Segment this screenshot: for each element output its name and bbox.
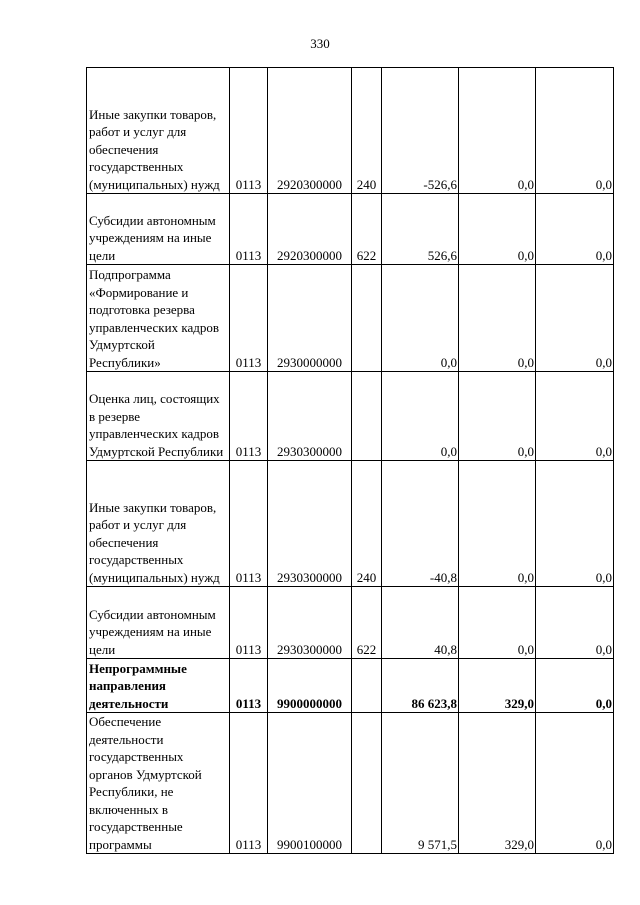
row-name: Подпрограмма «Формирование и подготовка резерва управленческих кадров Удмуртской Республики» xyxy=(87,265,230,372)
section-code: 0113 xyxy=(230,372,268,461)
section-code: 0113 xyxy=(230,194,268,265)
value-3: 0,0 xyxy=(536,68,614,194)
target-code: 2930000000 xyxy=(268,265,352,372)
value-3: 0,0 xyxy=(536,372,614,461)
value-1: -526,6 xyxy=(382,68,459,194)
row-name: Иные закупки товаров, работ и услуг для обеспечения государственных (муниципальных) нужд xyxy=(87,68,230,194)
section-code: 0113 xyxy=(230,659,268,713)
value-2: 0,0 xyxy=(459,461,536,587)
value-1: 40,8 xyxy=(382,587,459,659)
table-row xyxy=(87,713,614,854)
value-1: 9 571,5 xyxy=(382,713,459,854)
kind-code xyxy=(352,659,382,713)
value-1: 526,6 xyxy=(382,194,459,265)
page-number: 330 xyxy=(310,36,330,51)
value-2: 0,0 xyxy=(459,372,536,461)
value-2: 0,0 xyxy=(459,265,536,372)
value-3: 0,0 xyxy=(536,713,614,854)
target-code: 2930300000 xyxy=(268,372,352,461)
target-code: 2930300000 xyxy=(268,461,352,587)
table-row xyxy=(87,265,614,372)
kind-code xyxy=(352,372,382,461)
section-code: 0113 xyxy=(230,587,268,659)
value-1: 0,0 xyxy=(382,265,459,372)
value-2: 0,0 xyxy=(459,68,536,194)
value-1: -40,8 xyxy=(382,461,459,587)
target-code: 2920300000 xyxy=(268,68,352,194)
row-name: Иные закупки товаров, работ и услуг для обеспечения государственных (муниципальных) нужд xyxy=(87,461,230,587)
kind-code: 622 xyxy=(352,194,382,265)
kind-code: 240 xyxy=(352,68,382,194)
target-code: 2920300000 xyxy=(268,194,352,265)
section-code: 0113 xyxy=(230,265,268,372)
value-3: 0,0 xyxy=(536,587,614,659)
value-1: 0,0 xyxy=(382,372,459,461)
row-name: Обеспечение деятельности государственных органов Удмуртской Республики, не включенных в государственные программы xyxy=(87,713,230,854)
row-name: Субсидии автономным учреждениям на иные цели xyxy=(87,587,230,659)
value-1: 86 623,8 xyxy=(382,659,459,713)
table-row xyxy=(87,461,614,587)
kind-code: 622 xyxy=(352,587,382,659)
value-3: 0,0 xyxy=(536,194,614,265)
value-3: 0,0 xyxy=(536,461,614,587)
row-name: Оценка лиц, состоящих в резерве управленческих кадров Удмуртской Республики xyxy=(87,372,230,461)
row-name: Непрограммные направления деятельности xyxy=(87,659,230,713)
value-2: 0,0 xyxy=(459,587,536,659)
kind-code xyxy=(352,265,382,372)
section-code: 0113 xyxy=(230,461,268,587)
table-row xyxy=(87,372,614,461)
target-code: 9900100000 xyxy=(268,713,352,854)
row-name: Субсидии автономным учреждениям на иные цели xyxy=(87,194,230,265)
budget-table xyxy=(86,67,614,854)
value-3: 0,0 xyxy=(536,659,614,713)
kind-code: 240 xyxy=(352,461,382,587)
table-row xyxy=(87,659,614,713)
table-row xyxy=(87,194,614,265)
kind-code xyxy=(352,713,382,854)
value-3: 0,0 xyxy=(536,265,614,372)
section-code: 0113 xyxy=(230,713,268,854)
target-code: 9900000000 xyxy=(268,659,352,713)
section-code: 0113 xyxy=(230,68,268,194)
target-code: 2930300000 xyxy=(268,587,352,659)
value-2: 329,0 xyxy=(459,713,536,854)
table-row xyxy=(87,68,614,194)
value-2: 329,0 xyxy=(459,659,536,713)
value-2: 0,0 xyxy=(459,194,536,265)
table-row xyxy=(87,587,614,659)
